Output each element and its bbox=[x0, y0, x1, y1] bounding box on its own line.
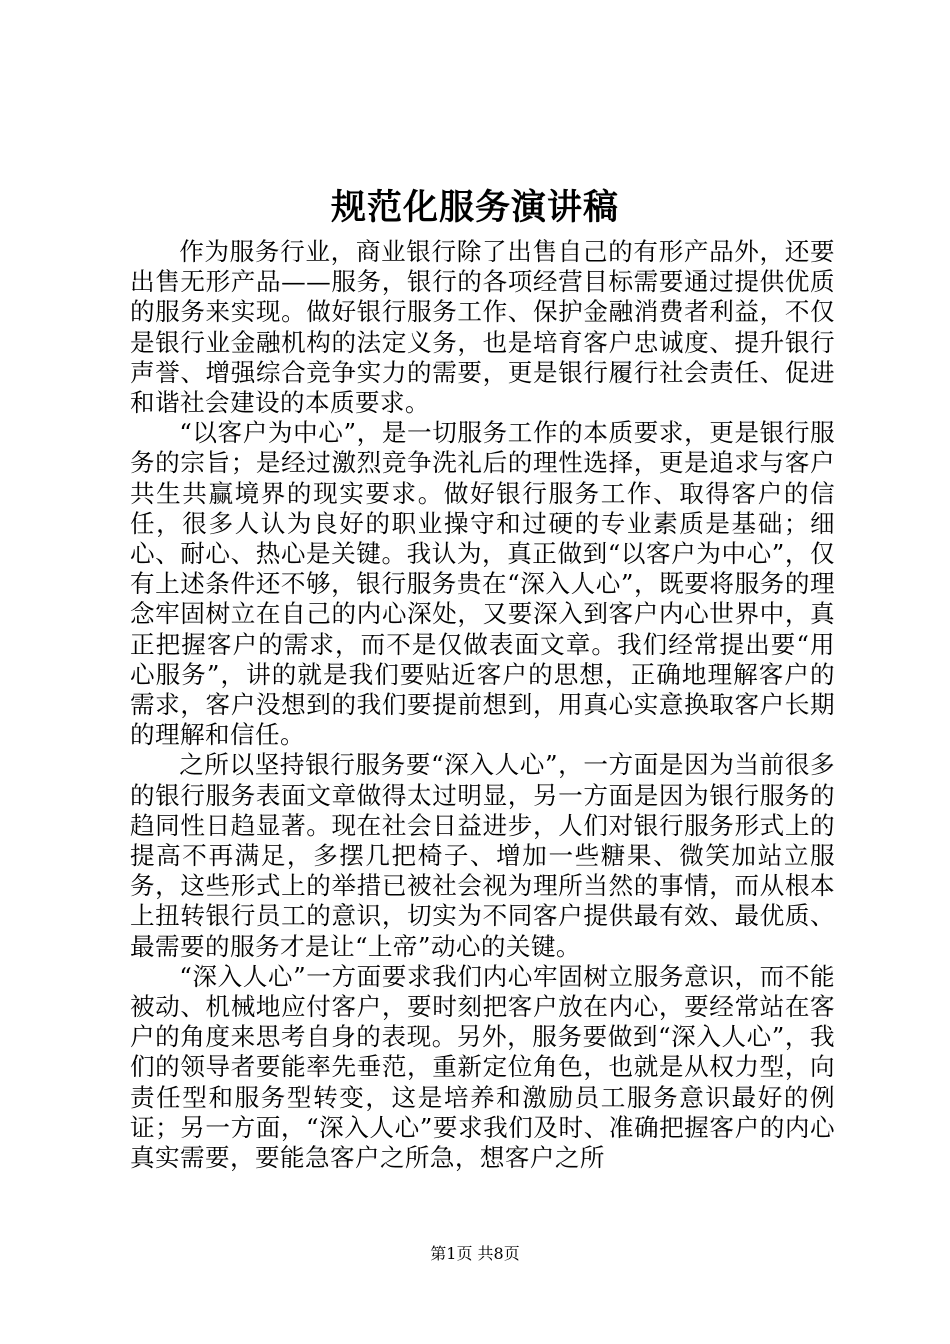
document-body bbox=[130, 237, 835, 1173]
paragraph-4: “深入人心”一方面要求我们内心牢固树立服务意识，而不能被动、机械地应付客户，要时刻把客户放在内心，要经常站在客户的角度来思考自身的表现。另外，服务要做到“深入人心”，我们的领导者要能率先垂范，重新定位角色，也就是从权力型，向责任型和服务型转变，这是培养和激励员工服务意识最好的例证；另一方面，“深入人心”要求我们及时、准确把握客户的内心真实需要，要能急客户之所急，想客户之所 bbox=[130, 961, 835, 1173]
paragraph-2: “以客户为中心”，是一切服务工作的本质要求，更是银行服务的宗旨；是经过激烈竞争洗礼后的理性选择，更是追求与客户共生共赢境界的现实要求。做好银行服务工作、取得客户的信任，很多人认为良好的职业操守和过硬的专业素质是基础；细心、耐心、热心是关键。我认为，真正做到“以客户为中心”，仅有上述条件还不够，银行服务贵在“深入人心”，既要将服务的理念牢固树立在自己的内心深处，又要深入到客户内心世界中，真正把握客户的需求，而不是仅做表面文章。我们经常提出要“用心服务”，讲的就是我们要贴近客户的思想，正确地理解客户的需求，客户没想到的我们要提前想到，用真心实意换取客户长期的理解和信任。 bbox=[130, 418, 835, 750]
page-footer: 第1页 共8页 bbox=[430, 1244, 520, 1263]
paragraph-1: 作为服务行业，商业银行除了出售自己的有形产品外，还要出售无形产品——服务，银行的各项经营目标需要通过提供优质的服务来实现。做好银行服务工作、保护金融消费者利益，不仅是银行业金融机构的法定义务，也是培育客户忠诚度、提升银行声誉、增强综合竞争实力的需要，更是银行履行社会责任、促进和谐社会建设的本质要求。 bbox=[130, 237, 835, 418]
document-title: 规范化服务演讲稿 bbox=[330, 187, 619, 228]
paragraph-3: 之所以坚持银行服务要“深入人心”，一方面是因为当前很多的银行服务表面文章做得太过明显，另一方面是因为银行服务的趋同性日趋显著。现在社会日益进步，人们对银行服务形式上的提高不再满足，多摆几把椅子、增加一些糖果、微笑加站立服务，这些形式上的举措已被社会视为理所当然的事情，而从根本上扭转银行员工的意识，切实为不同客户提供最有效、最优质、最需要的服务才是让“上帝”动心的关键。 bbox=[130, 750, 835, 961]
